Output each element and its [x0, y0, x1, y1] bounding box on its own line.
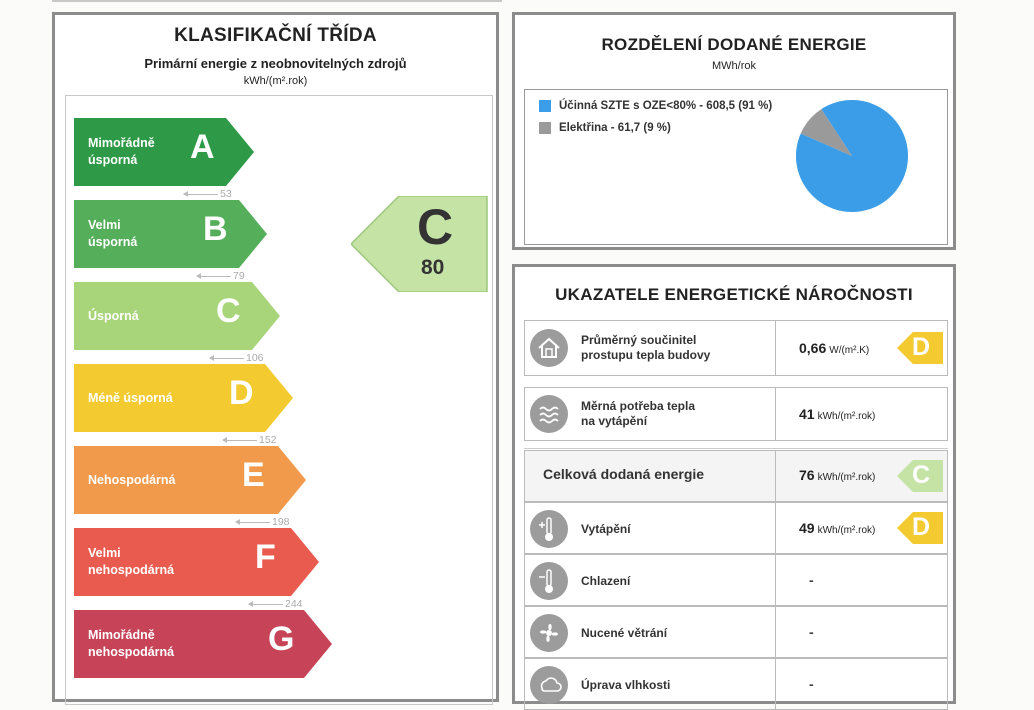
house-icon [530, 329, 568, 367]
energy-class-band-b [74, 200, 267, 268]
energy-class-letter: A [190, 128, 215, 166]
classification-title: KLASIFIKAČNÍ TŘÍDA [174, 25, 377, 46]
energy-pie-chart [793, 97, 911, 215]
indicator-label: Vytápění [581, 522, 631, 536]
energy-class-letter: B [203, 210, 228, 248]
heat-waves-icon [530, 395, 568, 433]
grade-badge-d: D [897, 512, 943, 544]
energy-class-letter: E [242, 456, 265, 494]
energy-class-label: Mimořádně úsporná [88, 136, 155, 167]
indicator-label: Celková dodaná energie [543, 466, 705, 482]
class-threshold: 198 [236, 516, 290, 528]
classification-panel [52, 12, 499, 702]
grade-badge-c: C [897, 460, 943, 492]
legend-swatch [539, 122, 551, 134]
energy-class-label: Mimořádně nehospodárná [88, 628, 175, 659]
class-threshold: 53 [184, 188, 232, 200]
indicator-value: - [809, 624, 814, 640]
indicator-row-cooling [524, 554, 948, 606]
energy-class-label: Velmi úsporná [88, 218, 138, 249]
thermometer-plus-icon [530, 510, 568, 548]
indicator-value: - [809, 572, 814, 588]
indicators-panel [512, 264, 956, 704]
class-threshold: 244 [249, 598, 303, 610]
legend-swatch [539, 100, 551, 112]
legend-item [539, 100, 772, 112]
indicator-value: 49 kWh/(m².rok) [799, 520, 876, 536]
energy-class-band-a [74, 118, 254, 186]
indicator-row-humidity [524, 658, 948, 710]
energy-class-band-e [74, 446, 306, 514]
energy-class-band-d [74, 364, 293, 432]
energy-split-chart-box [524, 89, 948, 245]
energy-class-band-g [74, 610, 332, 678]
indicator-label: Nucené větrání [581, 626, 668, 640]
humidity-icon [530, 666, 568, 704]
class-threshold: 152 [223, 434, 277, 446]
indicator-row-ventilation [524, 606, 948, 658]
energy-split-title: ROZDĚLENÍ DODANÉ ENERGIE [601, 35, 867, 54]
indicator-value: - [809, 676, 814, 692]
energy-class-band-f [74, 528, 319, 596]
class-threshold: 79 [197, 270, 245, 282]
classification-unit: kWh/(m².rok) [243, 75, 308, 87]
energy-scale [65, 95, 493, 705]
indicator-label: Úprava vlhkosti [581, 678, 671, 692]
indicator-label: na vytápění [581, 414, 648, 428]
current-class-value: 80 [421, 256, 445, 279]
indicator-value: 0,66 W/(m².K) [799, 340, 870, 356]
energy-class-letter: C [216, 292, 241, 330]
energy-split-unit: MWh/rok [712, 60, 756, 72]
classification-subtitle: Primární energie z neobnovitelných zdrojů [144, 56, 407, 71]
indicator-value: 76 kWh/(m².rok) [799, 467, 876, 483]
energy-class-label: Úsporná [88, 308, 139, 323]
class-threshold: 106 [210, 352, 264, 364]
indicator-label: prostupu tepla budovy [581, 348, 711, 362]
indicator-row-heat-demand [524, 387, 948, 441]
energy-class-band-c [74, 282, 280, 350]
fan-icon [530, 614, 568, 652]
energy-class-letter: D [229, 374, 254, 412]
indicator-row-total-energy [524, 450, 948, 502]
indicator-label: Průměrný součinitel [581, 333, 697, 347]
grade-badge-d: D [897, 332, 943, 364]
indicator-row-heating [524, 502, 948, 554]
legend-item [539, 122, 671, 134]
current-class-letter: C [417, 199, 454, 255]
indicator-label: Měrná potřeba tepla [581, 399, 696, 413]
legend-label: Elektřina - 61,7 (9 %) [559, 122, 671, 134]
energy-class-label: Velmi nehospodárná [88, 546, 175, 577]
energy-class-label: Méně úsporná [88, 390, 173, 405]
current-class-arrow [351, 196, 489, 292]
thermometer-minus-icon [530, 562, 568, 600]
top-edge-line [52, 0, 502, 2]
indicator-row-u-value [524, 320, 948, 376]
indicator-label: Chlazení [581, 574, 631, 588]
energy-class-label: Nehospodárná [88, 472, 176, 487]
energy-class-letter: F [255, 538, 276, 576]
legend-label: Účinná SZTE s OZE<80% - 608,5 (91 %) [559, 100, 773, 112]
energy-split-panel [512, 12, 956, 250]
indicator-value: 41 kWh/(m².rok) [799, 406, 876, 422]
energy-class-letter: G [268, 620, 295, 658]
indicators-title: UKAZATELE ENERGETICKÉ NÁROČNOSTI [555, 285, 913, 304]
